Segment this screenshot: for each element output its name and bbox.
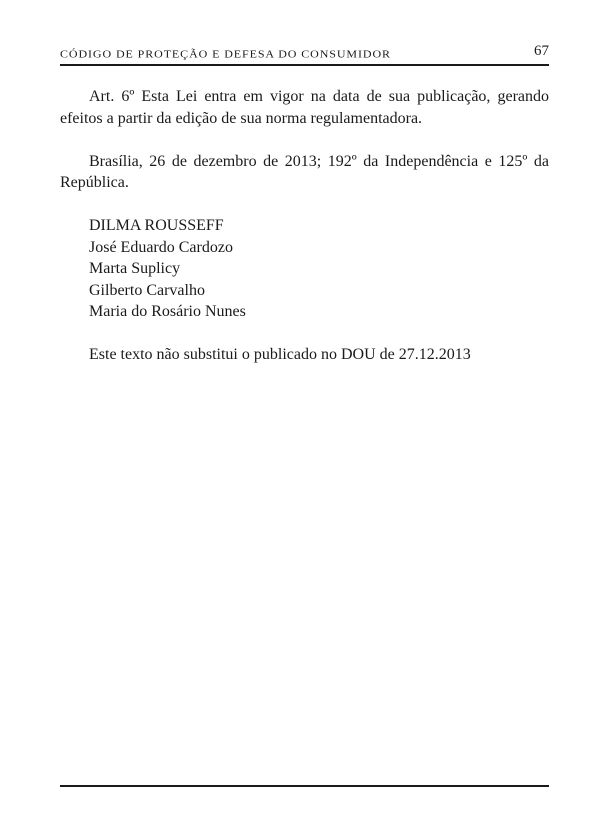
header-rule xyxy=(60,64,549,66)
article-paragraph: Art. 6º Esta Lei entra em vigor na data de sua publicação, gerando efeitos a partir da edição de sua norma regulamentadora. xyxy=(60,88,549,127)
publication-note: Este texto não substitui o publicado no DOU de 27.12.2013 xyxy=(89,346,471,363)
signatory-name: Gilberto Carvalho xyxy=(89,281,205,299)
page-body xyxy=(60,86,549,366)
footer-rule xyxy=(60,785,549,787)
signatory-name: DILMA ROUSSEFF xyxy=(89,217,224,234)
page-number: 67 xyxy=(534,43,549,59)
running-header xyxy=(60,42,549,64)
running-header-title xyxy=(60,46,391,61)
signatories-block xyxy=(60,215,549,323)
running-header-title-text: CÓDIGO DE PROTEÇÃO E DEFESA DO CONSUMIDOR xyxy=(60,48,391,61)
signatory-name: José Eduardo Cardozo xyxy=(89,238,233,256)
signatory-name: Marta Suplicy xyxy=(89,260,181,277)
signatory-name: Maria do Rosário Nunes xyxy=(89,303,246,320)
paragraph-gap xyxy=(60,323,549,345)
paragraph-gap xyxy=(60,129,549,151)
paragraph-gap xyxy=(60,194,549,216)
dateline-paragraph: Brasília, 26 de dezembro de 2013; 192º da Independência e 125º da República. xyxy=(60,152,549,191)
